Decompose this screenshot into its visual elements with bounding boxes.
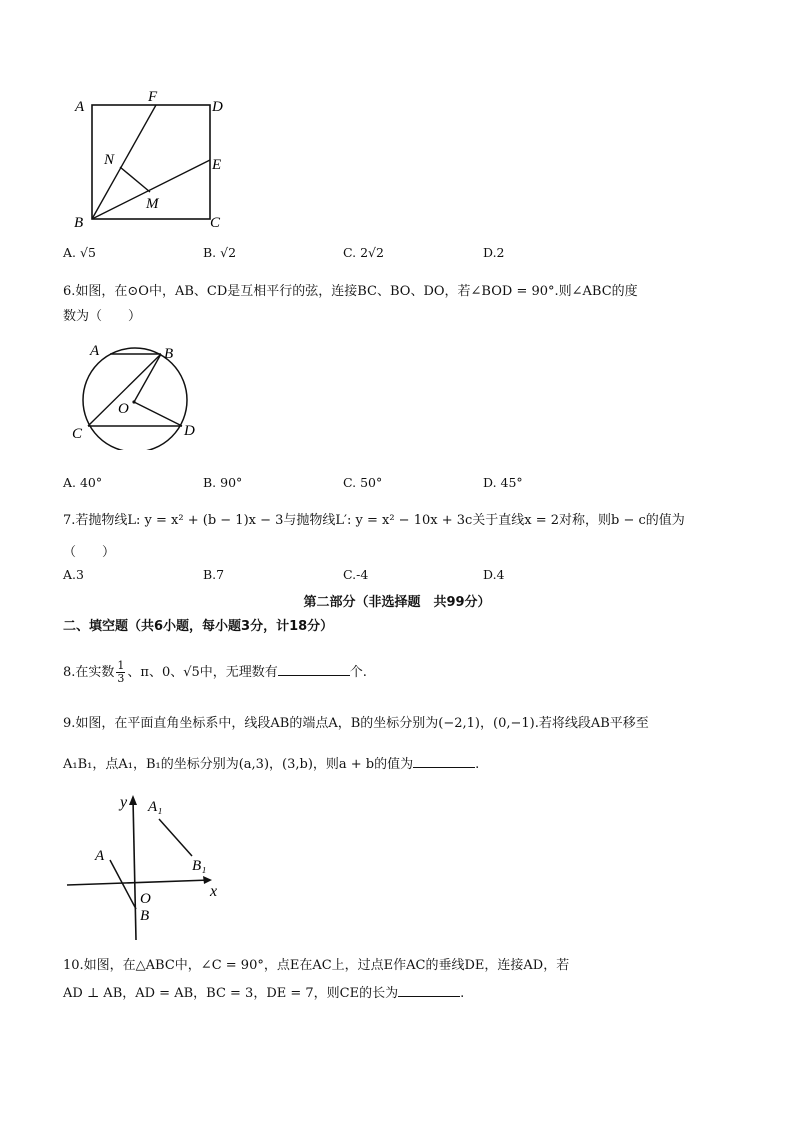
- q5-option-d[interactable]: D.2: [483, 245, 505, 260]
- q10-line2-text: AD ⊥ AB，AD = AB，BC = 3，DE = 7，则CE的长为: [63, 986, 399, 1001]
- label-a: A: [75, 99, 85, 115]
- segment-ab: [110, 860, 136, 909]
- q10-answer-blank[interactable]: [398, 984, 460, 997]
- q8-fraction-numerator: 1: [117, 659, 125, 672]
- part-two-heading: 第二部分（非选择题 共99分）: [303, 595, 491, 610]
- q8-question: [63, 660, 367, 685]
- q9-question-line2: [63, 753, 479, 772]
- q6-option-a[interactable]: A. 40°: [63, 475, 103, 490]
- q10-line2-suffix: .: [460, 986, 465, 1001]
- q9-answer-blank[interactable]: [413, 755, 475, 768]
- q8-fraction: [116, 660, 125, 685]
- center-point-o: [132, 400, 135, 403]
- label-c: C: [72, 426, 83, 442]
- label-e: E: [212, 157, 222, 173]
- circle-figure: [70, 338, 210, 450]
- q7-option-a[interactable]: A.3: [63, 567, 84, 582]
- q9-line2-text: A₁B₁，点A₁，B₁的坐标分别为(a,3)，(3,b)，则a + b的值为: [63, 757, 414, 772]
- q9-question-line1: 9.如图，在平面直角坐标系中，线段AB的端点A，B的坐标分别为(−2,1)，(0,−1).若将线段AB平移至: [63, 716, 649, 731]
- label-x: x: [210, 883, 218, 900]
- q6-question-line2: 数为（ ）: [63, 309, 142, 324]
- segment-do: [134, 402, 182, 426]
- q7-question-line2: （ ）: [63, 545, 116, 560]
- segment-bo: [134, 354, 161, 402]
- q6-option-c[interactable]: C. 50°: [343, 475, 383, 490]
- section-fill-blank-heading: 二、填空题（共6小题，每小题3分，计18分）: [63, 619, 334, 634]
- label-d: D: [212, 99, 223, 115]
- q10-question-line2: [63, 982, 464, 1001]
- label-a: A: [90, 343, 100, 359]
- q7-option-b[interactable]: B.7: [203, 567, 225, 582]
- x-axis: [67, 880, 210, 885]
- q8-suffix: 个.: [349, 665, 367, 680]
- label-d: D: [184, 423, 195, 439]
- label-c: C: [210, 215, 221, 231]
- label-b: B: [164, 346, 174, 362]
- q6-option-b[interactable]: B. 90°: [203, 475, 243, 490]
- label-b1: B₁: [192, 858, 207, 874]
- label-a: A: [95, 848, 105, 864]
- label-o: O: [118, 401, 129, 417]
- q5-option-c[interactable]: C. 2√2: [343, 245, 384, 260]
- label-b: B: [74, 215, 84, 231]
- label-n: N: [104, 152, 115, 168]
- q8-middle: 、π、0、√5中，无理数有: [127, 665, 278, 680]
- label-f: F: [148, 89, 158, 105]
- q7-question-line1: 7.若抛物线L: y = x² + (b − 1)x − 3与抛物线L′: y = x² − 10x + 3c关于直线x = 2对称，则b − c的值为: [63, 513, 685, 528]
- q5-option-b[interactable]: B. √2: [203, 245, 237, 260]
- q7-option-d[interactable]: D.4: [483, 567, 505, 582]
- segment-a1b1: [159, 819, 192, 856]
- label-b: B: [140, 908, 150, 924]
- q8-answer-blank[interactable]: [278, 663, 350, 676]
- q10-question-line1: 10.如图，在△ABC中，∠C = 90°，点E在AC上，过点E作AC的垂线DE，连接AD，若: [63, 958, 570, 973]
- segment-nm: [120, 167, 150, 192]
- label-o: O: [140, 891, 151, 907]
- square-figure: [60, 85, 240, 235]
- y-axis: [133, 799, 136, 940]
- coordinate-figure: [62, 785, 232, 945]
- label-a1: A₁: [148, 799, 163, 815]
- q8-fraction-denominator: 3: [117, 672, 125, 685]
- y-axis-arrow: [129, 795, 137, 805]
- q9-line2-suffix: .: [475, 757, 480, 772]
- q6-question-line1: 6.如图，在⊙O中，AB、CD是互相平行的弦，连接BC、BO、DO，若∠BOD = 90°.则∠ABC的度: [63, 284, 638, 299]
- q7-option-c[interactable]: C.-4: [343, 567, 369, 582]
- q6-option-d[interactable]: D. 45°: [483, 475, 523, 490]
- q8-prefix: 8.在实数: [63, 665, 115, 680]
- q5-option-a[interactable]: A. √5: [63, 245, 96, 260]
- label-y: y: [120, 794, 128, 811]
- label-m: M: [146, 196, 159, 212]
